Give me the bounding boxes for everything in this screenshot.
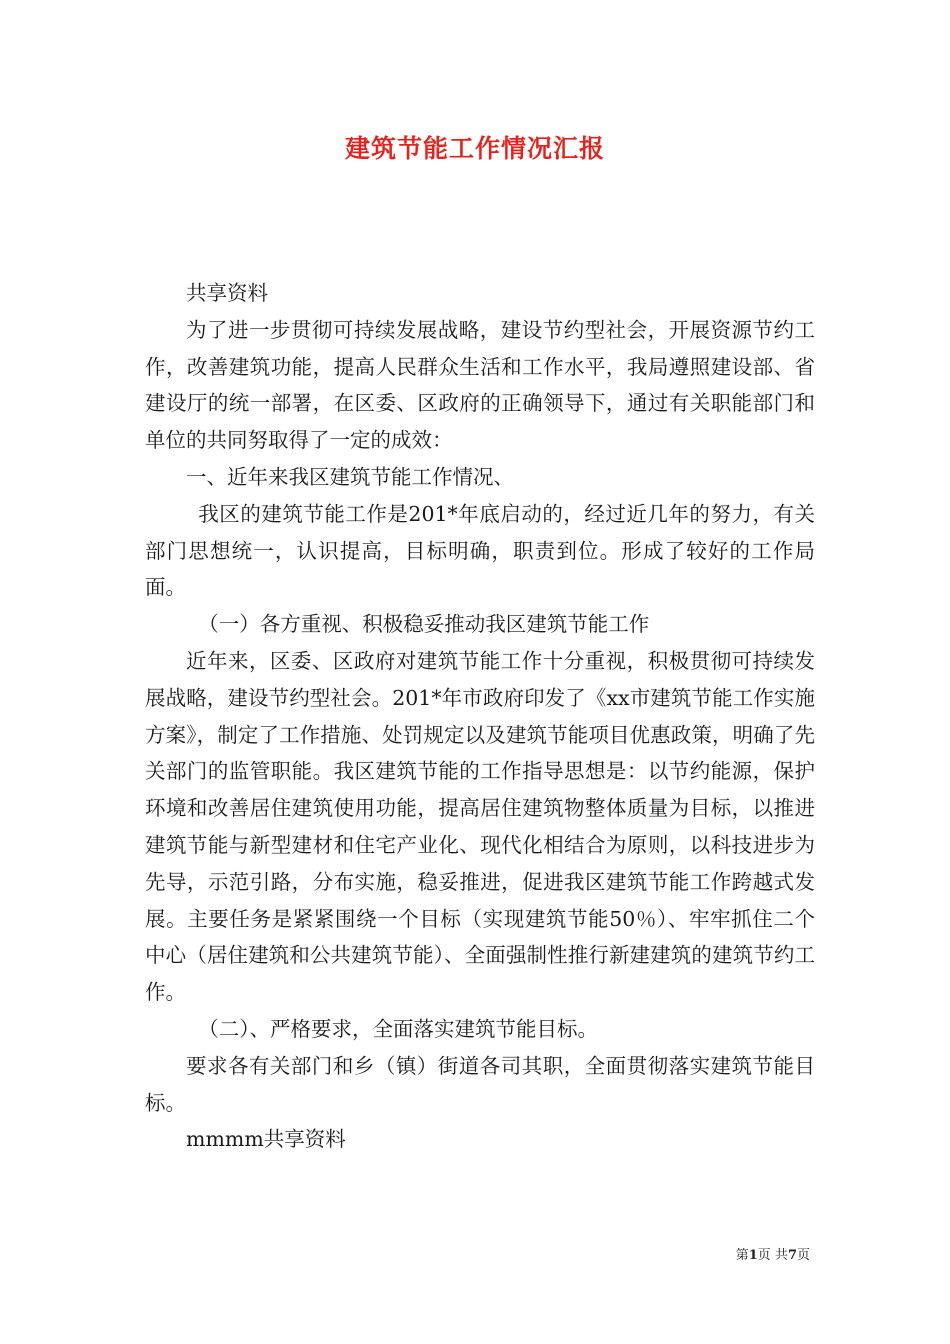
document-title: 建筑节能工作情况汇报 xyxy=(344,134,605,163)
paragraph-5: （一）各方重视、积极稳妥推动我区建筑节能工作 xyxy=(198,612,650,637)
footer-total-pages: 7 xyxy=(787,1248,797,1263)
footer-suffix: 页 xyxy=(796,1248,810,1263)
footer-prefix: 第 xyxy=(735,1248,749,1263)
paragraph-2: 为了进一步贯彻可持续发展战略，建设节约型社会，开展资源节约工作，改善建筑功能，提高人民群众生活和工作水平，我局遵照建设部、省建设厅的统一部署，在区委、区政府的正确领导下，通过有关职能部门和单位的共同努取得了一定的成效： xyxy=(145,317,815,453)
paragraph-3: 一、近年来我区建筑节能工作情况、 xyxy=(186,464,514,489)
paragraph-7: （二）、严格要求，全面落实建筑节能目标。 xyxy=(198,1016,599,1041)
footer-current-page: 1 xyxy=(748,1248,758,1263)
page-footer xyxy=(736,1247,810,1265)
paragraph-1: 共享资料 xyxy=(186,281,268,305)
paragraph-6: 近年来，区委、区政府对建筑节能工作十分重视，积极贯彻可持续发展战略，建设节约型社会。201*年市政府印发了《xx市建筑节能工作实施方案》，制定了工作措施、处罚规定以及建筑节能项目优惠政策，明确了先关部门的监管职能。我区建筑节能的工作指导思想是：以节约能源，保护环境和改善居住建筑使用功能，提高居住建筑物整体质量为目标，以推进建筑节能与新型建材和住宅产业化、现代化相结合为原则，以科技进步为先导，示范引路，分布实施，稳妥推进，促进我区建筑节能工作跨越式发展。主要任务是紧紧围绕一个目标（实现建筑节能50％）、牢牢抓住二个中心（居住建筑和公共建筑节能）、全面强制性推行新建建筑的建筑节约工作。 xyxy=(145,648,815,1005)
paragraph-9: mmmm共享资料 xyxy=(186,1127,346,1152)
document-body xyxy=(145,275,815,1158)
paragraph-8: 要求各有关部门和乡（镇）街道各司其职，全面贯彻落实建筑节能目标。 xyxy=(145,1053,815,1115)
paragraph-4: 我区的建筑节能工作是201*年底启动的，经过近几年的努力，有关部门思想统一，认识提高，目标明确，职责到位。形成了较好的工作局面。 xyxy=(145,501,815,600)
footer-middle: 页 共 xyxy=(757,1248,788,1263)
